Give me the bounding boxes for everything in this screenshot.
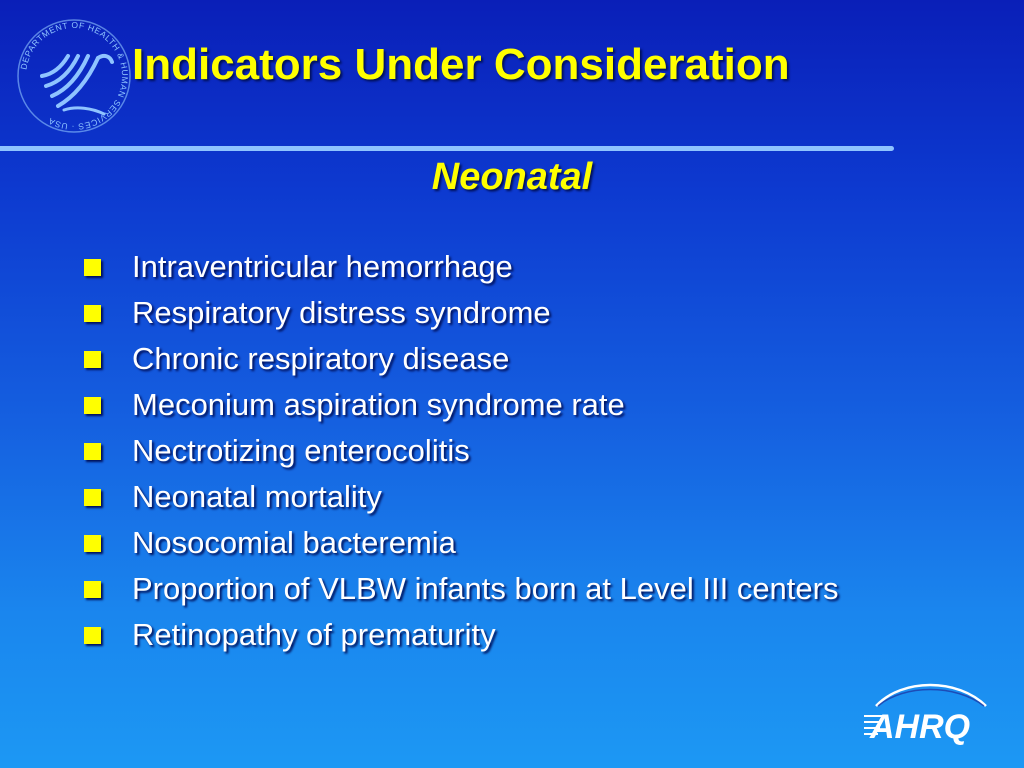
square-bullet-icon xyxy=(84,489,101,506)
square-bullet-icon xyxy=(84,535,101,552)
bullet-item xyxy=(82,572,942,605)
square-bullet-icon xyxy=(84,305,101,322)
ahrq-logo-icon xyxy=(862,676,992,746)
bullet-text: Respiratory distress syndrome xyxy=(132,295,551,330)
bullet-item xyxy=(82,388,942,421)
hhs-seal-icon xyxy=(12,14,136,138)
bullet-text: Intraventricular hemorrhage xyxy=(132,249,513,284)
slide-title: Indicators Under Consideration xyxy=(132,40,790,89)
ahrq-logo-text: AHRQ xyxy=(870,708,971,746)
bullet-text: Nectrotizing enterocolitis xyxy=(132,433,470,468)
bullet-item xyxy=(82,296,942,329)
square-bullet-icon xyxy=(84,627,101,644)
bullet-item xyxy=(82,618,942,651)
bullet-text: Retinopathy of prematurity xyxy=(132,617,496,652)
bullet-item xyxy=(82,250,942,283)
seal-text: DEPARTMENT OF HEALTH & HUMAN SERVICES · USA xyxy=(18,19,131,133)
bullet-item xyxy=(82,434,942,467)
bullet-text: Meconium aspiration syndrome rate xyxy=(132,387,625,422)
square-bullet-icon xyxy=(84,443,101,460)
slide-subtitle: Neonatal xyxy=(431,156,593,198)
bullet-item xyxy=(82,342,942,375)
square-bullet-icon xyxy=(84,351,101,368)
bullet-text: Neonatal mortality xyxy=(132,479,382,514)
bullet-item xyxy=(82,480,942,513)
bullet-text: Nosocomial bacteremia xyxy=(132,525,456,560)
bullet-text: Proportion of VLBW infants born at Level III centers xyxy=(132,571,839,606)
square-bullet-icon xyxy=(84,397,101,414)
square-bullet-icon xyxy=(84,581,101,598)
bullet-list xyxy=(82,250,942,664)
bullet-item xyxy=(82,526,942,559)
title-divider xyxy=(0,146,894,151)
square-bullet-icon xyxy=(84,259,101,276)
bullet-text: Chronic respiratory disease xyxy=(132,341,510,376)
